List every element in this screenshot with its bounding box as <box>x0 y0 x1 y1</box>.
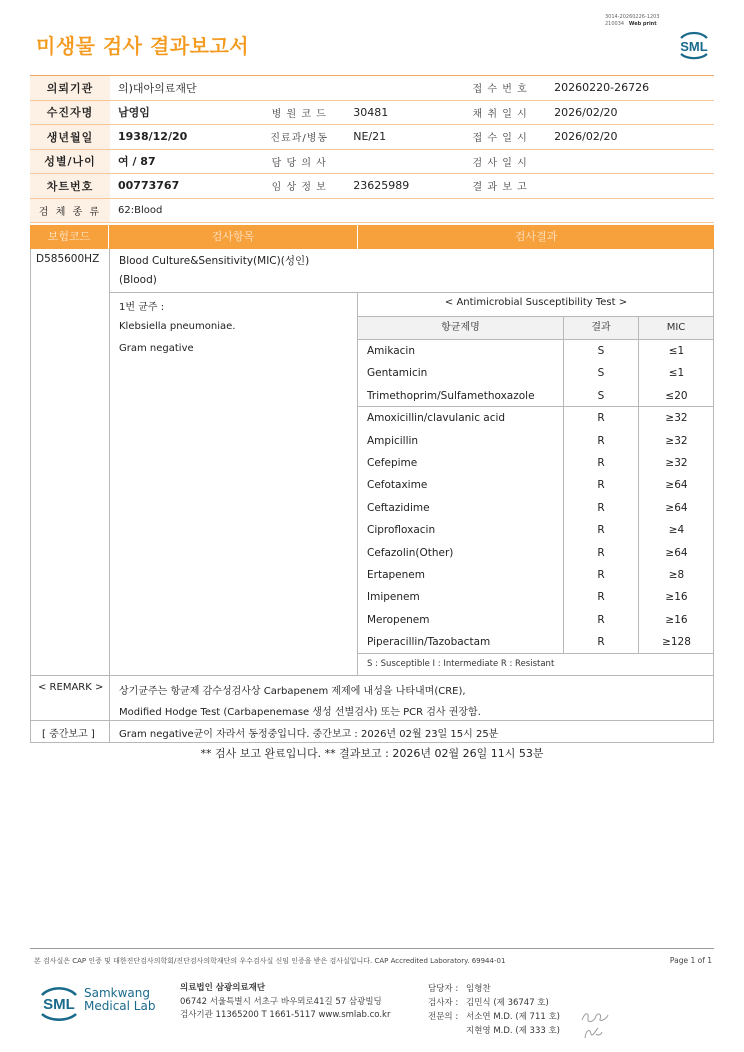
sml-logo-text: SML <box>680 39 708 54</box>
patient-row <box>30 198 714 223</box>
drug-result: R <box>597 412 605 425</box>
drug-mic: ≥16 <box>665 591 688 604</box>
final-report-line: ** 검사 보고 완료입니다. ** 결과보고 : 2026년 02월 26일 11시 53분 <box>200 747 544 760</box>
value-hospital-code: 30481 <box>345 100 454 125</box>
ast-row <box>358 586 714 608</box>
insurance-code: D585600HZ <box>36 253 100 265</box>
drug-result: R <box>597 434 605 447</box>
signature-seo <box>580 1010 610 1027</box>
ast-row <box>358 474 714 496</box>
drug-name: Amoxicillin/clavulanic acid <box>367 412 506 425</box>
grid-line <box>109 292 714 293</box>
staff-name: 임형찬 <box>466 984 491 994</box>
staff-role: 검사자 : <box>428 998 459 1008</box>
drug-name: Gentamicin <box>367 367 428 380</box>
staff-list <box>428 982 560 1038</box>
drug-mic: ≤1 <box>668 367 685 380</box>
col-header-drug: 항균제명 <box>358 317 563 339</box>
value-clinical-info: 23625989 <box>345 174 454 199</box>
grid-line <box>30 675 714 676</box>
label-receipt-date: 접 수 일 시 <box>454 125 546 150</box>
footer-divider <box>30 948 714 949</box>
remark-line-1: 상기균주는 항균제 감수성검사상 Carbapenem 제제에 내성을 나타내며(CRE), <box>119 686 466 697</box>
patient-row <box>30 76 714 101</box>
staff-name: 지현영 M.D. (제 333 호) <box>466 1026 561 1036</box>
print-code: 3014-20260226-1203 <box>605 14 660 20</box>
print-code-2: 210034 <box>605 21 625 27</box>
patient-row <box>30 149 714 174</box>
drug-result: R <box>597 546 605 559</box>
drug-mic: ≥4 <box>668 524 685 537</box>
drug-name: Cefepime <box>367 457 418 469</box>
patient-row <box>30 100 714 125</box>
drug-result: R <box>597 613 605 626</box>
drug-mic: ≥64 <box>665 479 688 492</box>
drug-result: S <box>597 389 605 402</box>
drug-name: Piperacillin/Tazobactam <box>367 636 491 649</box>
drug-mic: ≥32 <box>665 412 688 425</box>
label-sex-age: 성별/나이 <box>30 149 110 174</box>
label-patient-name: 수진자명 <box>30 100 110 125</box>
drug-mic: ≥64 <box>665 501 688 514</box>
label-result-report: 결 과 보 고 <box>454 174 546 199</box>
accreditation-note: 본 검사실은 CAP 인증 및 대한진단검사의학회/진단검사의학재단의 우수검사실 신임 인증을 받은 검사실입니다. CAP Accredited Laboratory. 69944-01 <box>34 957 506 965</box>
label-accession-no: 접 수 번 호 <box>454 76 546 101</box>
sml-footer-logo <box>36 980 82 1030</box>
drug-name: Ampicillin <box>367 434 419 447</box>
ast-title: < Antimicrobial Susceptibility Test > <box>444 297 628 308</box>
label-hospital-code: 병 원 코 드 <box>253 100 345 125</box>
ast-row <box>358 631 714 653</box>
ast-row <box>358 362 714 384</box>
drug-mic: ≤20 <box>665 389 688 402</box>
interim-report: Gram negative균이 자라서 동정중입니다. 중간보고 : 2026년 02월 23일 15시 25분 <box>119 729 499 740</box>
label-requesting-org: 의뢰기관 <box>30 76 110 101</box>
value-physician <box>345 149 454 174</box>
grid-line <box>109 249 110 743</box>
label-clinical-info: 임 상 정 보 <box>253 174 345 199</box>
staff-role: 전문의 : <box>428 1012 459 1022</box>
lab-contact: 검사기관 11365200 T 1661-5117 www.smlab.co.kr <box>180 1010 391 1020</box>
drug-mic: ≥16 <box>665 613 688 626</box>
drug-mic: ≥32 <box>665 457 688 469</box>
label-specimen-type: 검 체 종 류 <box>30 198 110 223</box>
sml-footer-logo-text: SML <box>43 996 75 1013</box>
ast-row <box>358 564 714 586</box>
lab-address: 06742 서울특별시 서초구 바우뫼로41길 57 삼광빌딩 <box>180 996 382 1007</box>
value-birth-date: 1938/12/20 <box>110 125 253 150</box>
drug-name: Ceftazidime <box>367 501 430 514</box>
drug-result: S <box>597 345 605 357</box>
label-department: 진료과/병동 <box>253 125 345 150</box>
lab-name-line-2: Medical Lab <box>84 999 156 1013</box>
patient-row <box>30 174 714 199</box>
page-number: Page 1 of 1 <box>669 956 712 965</box>
interim-label: [ 중간보고 ] <box>42 729 95 740</box>
value-requesting-org: 의)대아의료재단 <box>110 76 253 101</box>
lab-name-line-1: Samkwang <box>84 986 150 1000</box>
drug-mic: ≤1 <box>668 345 685 357</box>
organism-name: Klebsiella pneumoniae. <box>119 321 236 332</box>
grid-line <box>30 720 714 721</box>
value-patient-name: 남영임 <box>110 100 253 125</box>
organism-number: 1번 균주 : <box>119 302 165 313</box>
ast-row <box>358 407 714 429</box>
patient-info-table <box>30 75 714 223</box>
remark-line-2: Modified Hodge Test (Carbapenemase 생성 선별검사) 또는 PCR 검사 권장함. <box>119 707 481 718</box>
signature-ji <box>582 1026 604 1043</box>
value-result-report <box>546 174 714 199</box>
ast-row <box>358 452 714 474</box>
value-collection-date: 2026/02/20 <box>546 100 714 125</box>
test-specimen: (Blood) <box>119 274 157 286</box>
col-header-result: 결과 <box>564 317 638 339</box>
gram-stain: Gram negative <box>119 343 194 354</box>
drug-result: R <box>597 524 605 537</box>
report-title: 미생물 검사 결과보고서 <box>36 34 250 58</box>
lab-name <box>84 987 155 1013</box>
patient-row <box>30 125 714 150</box>
drug-name: Cefazolin(Other) <box>367 546 454 559</box>
ast-row <box>358 430 714 452</box>
grid-line <box>30 742 714 743</box>
col-header-mic: MIC <box>639 317 713 339</box>
ast-row <box>358 542 714 564</box>
value-accession-no: 20260220-26726 <box>546 76 714 101</box>
label-collection-date: 채 취 일 시 <box>454 100 546 125</box>
print-label: Web print <box>628 21 657 27</box>
drug-result: R <box>597 457 605 469</box>
remark-label: < REMARK > <box>38 682 104 693</box>
value-specimen-type: 62:Blood <box>110 198 714 223</box>
header-test-result: 검사결과 <box>358 225 714 249</box>
staff-role: 담당자 : <box>428 984 459 994</box>
drug-mic: ≥32 <box>665 434 688 447</box>
test-name: Blood Culture&Sensitivity(MIC)(성인) <box>119 255 310 267</box>
lab-org: 의료법인 삼광의료재단 <box>180 983 266 993</box>
value-department: NE/21 <box>345 125 454 150</box>
ast-row <box>358 519 714 541</box>
drug-result: S <box>597 367 605 380</box>
drug-name: Trimethoprim/Sulfamethoxazole <box>367 389 535 402</box>
drug-mic: ≥128 <box>662 636 691 649</box>
label-chart-no: 차트번호 <box>30 174 110 199</box>
value-receipt-date: 2026/02/20 <box>546 125 714 150</box>
ast-row <box>358 385 714 407</box>
print-meta <box>605 14 685 28</box>
ast-row <box>358 497 714 519</box>
drug-result: R <box>597 569 605 581</box>
ast-row <box>358 609 714 631</box>
drug-name: Imipenem <box>367 591 420 604</box>
header-insurance-code: 보험코드 <box>30 225 108 249</box>
label-physician: 담 당 의 사 <box>253 149 345 174</box>
value-sex-age: 여 / 87 <box>110 149 253 174</box>
drug-mic: ≥64 <box>665 546 688 559</box>
result-legend: S : Susceptible I : Intermediate R : Resistant <box>367 659 555 669</box>
drug-name: Ciprofloxacin <box>367 524 436 537</box>
label-birth-date: 생년월일 <box>30 125 110 150</box>
drug-name: Amikacin <box>367 345 416 357</box>
staff-name: 김민식 (제 36747 호) <box>466 998 549 1008</box>
drug-result: R <box>597 479 605 492</box>
staff-name: 서소연 M.D. (제 711 호) <box>466 1012 561 1022</box>
value-test-date <box>546 149 714 174</box>
header-test-item: 검사항목 <box>109 225 357 249</box>
sml-logo <box>675 26 713 62</box>
lab-info <box>180 982 390 1023</box>
label-empty <box>253 76 345 101</box>
drug-name: Meropenem <box>367 613 430 626</box>
grid-line <box>30 249 31 743</box>
value-chart-no: 00773767 <box>110 174 253 199</box>
value-empty <box>345 76 454 101</box>
drug-result: R <box>597 591 605 604</box>
drug-name: Ertapenem <box>367 569 425 581</box>
drug-result: R <box>597 636 605 649</box>
ast-row <box>358 340 714 362</box>
drug-result: R <box>597 501 605 514</box>
label-test-date: 검 사 일 시 <box>454 149 546 174</box>
drug-mic: ≥8 <box>668 569 685 581</box>
drug-name: Cefotaxime <box>367 479 428 492</box>
